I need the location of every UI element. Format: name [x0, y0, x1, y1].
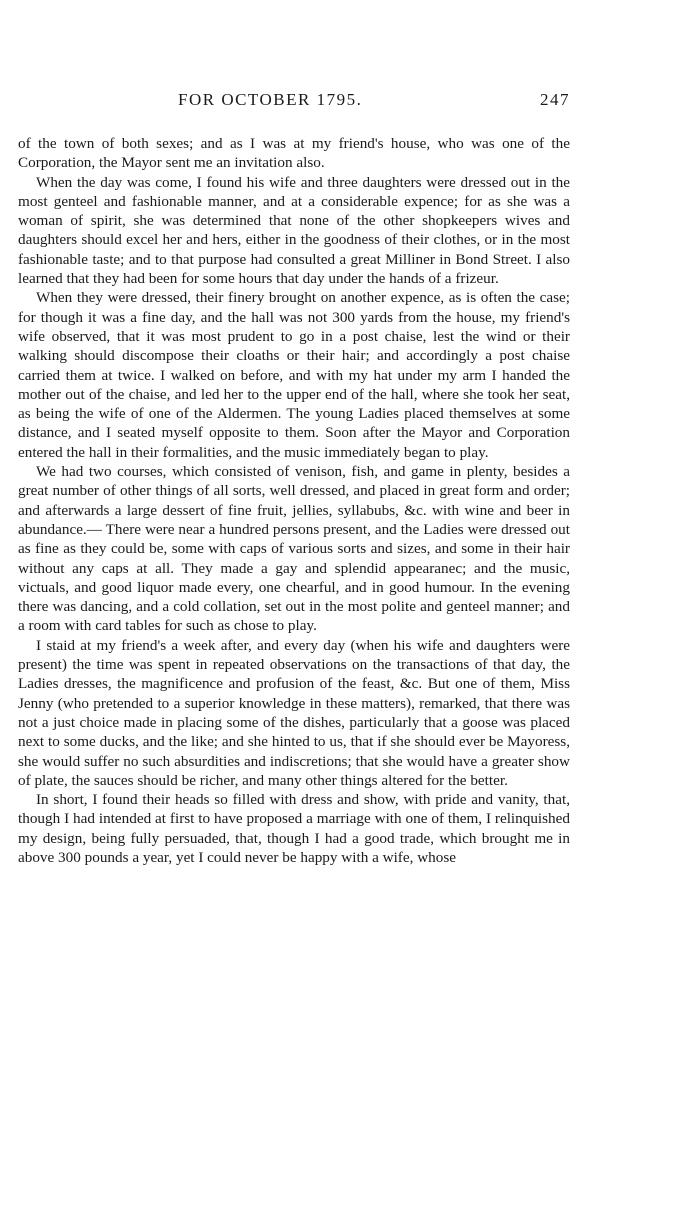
running-head: [18, 90, 570, 120]
book-page: [18, 90, 570, 867]
running-title: FOR OCTOBER 1795.: [178, 90, 363, 109]
paragraph: In short, I found their heads so filled with dress and show, with pride and vanity, that, though I had intended at first to have proposed a marriage with one of them, I relinquished my design, being fully persuaded, that, though I had a good trade, which brought me in above 300 pounds a year, yet I could never be happy with a wife, whose: [18, 791, 570, 866]
paragraph: I staid at my friend's a week after, and every day (when his wife and daughters were present) the time was spent in repeated observations on the transactions of that day, the Ladies dresses, the magnificence and profusion of the feast, &c. But one of them, Miss Jenny (who pretended to a superior knowledge in these matters), remarked, that there was not a just choice made in placing some of the dishes, particularly that a goose was placed next to some ducks, and the like; and she hinted to us, that if she should ever be Mayoress, she would suffer no such absurdities and indiscretions; that she would have a greater show of plate, the sauces should be richer, and many other things altered for the better.: [18, 636, 570, 789]
paragraph: of the town of both sexes; and as I was at my friend's house, who was one of the Corporation, the Mayor sent me an invitation also.: [18, 135, 570, 172]
body-text: [18, 134, 570, 867]
paragraph: When the day was come, I found his wife and three daughters were dressed out in the most genteel and fashionable manner, and at a considerable expence; for as she was a woman of spirit, she was determined that none of the other shopkeepers wives and daughters should excel her and hers, either in the goodness of their clothes, or in the most fashionable taste; and to that purpose had consulted a great Milliner in Bond Street. I also learned that they had been for some hours that day under the hands of a frizeur.: [18, 173, 570, 288]
paragraph: We had two courses, which consisted of venison, fish, and game in plenty, besides a great number of other things of all sorts, well dressed, and placed in great form and order; and afterwards a large dessert of fine fruit, jellies, syllabubs, &c. with wine and beer in abundance.— There were near a hundred persons present, and the Ladies were dressed out as fine as they could be, some with caps of various sorts and sizes, and some in their hair without any caps at all. They made a gay and splendid appearanec; and the music, victuals, and good liquor made every, one chearful, and in good humour. In the evening there was dancing, and a cold collation, set out in the most polite and genteel manner; and a room with card tables for such as chose to play.: [18, 463, 570, 635]
paragraph: When they were dressed, their finery brought on another expence, as is often the case; for though it was a fine day, and the hall was not 300 yards from the house, my friend's wife observed, that it was most prudent to go in a post chaise, lest the wind or their walking should discompose their cloaths or their hair; and accordingly a post chaise carried them at twice. I walked on before, and with my hat under my arm I handed the mother out of the chaise, and led her to the upper end of the hall, where she took her seat, as being the wife of one of the Aldermen. The young Ladies placed themselves at some distance, and I seated myself opposite to them. Soon after the Mayor and Corporation entered the hall in their formalities, and the music immediately began to play.: [18, 289, 570, 461]
page-number: 247: [540, 90, 570, 109]
